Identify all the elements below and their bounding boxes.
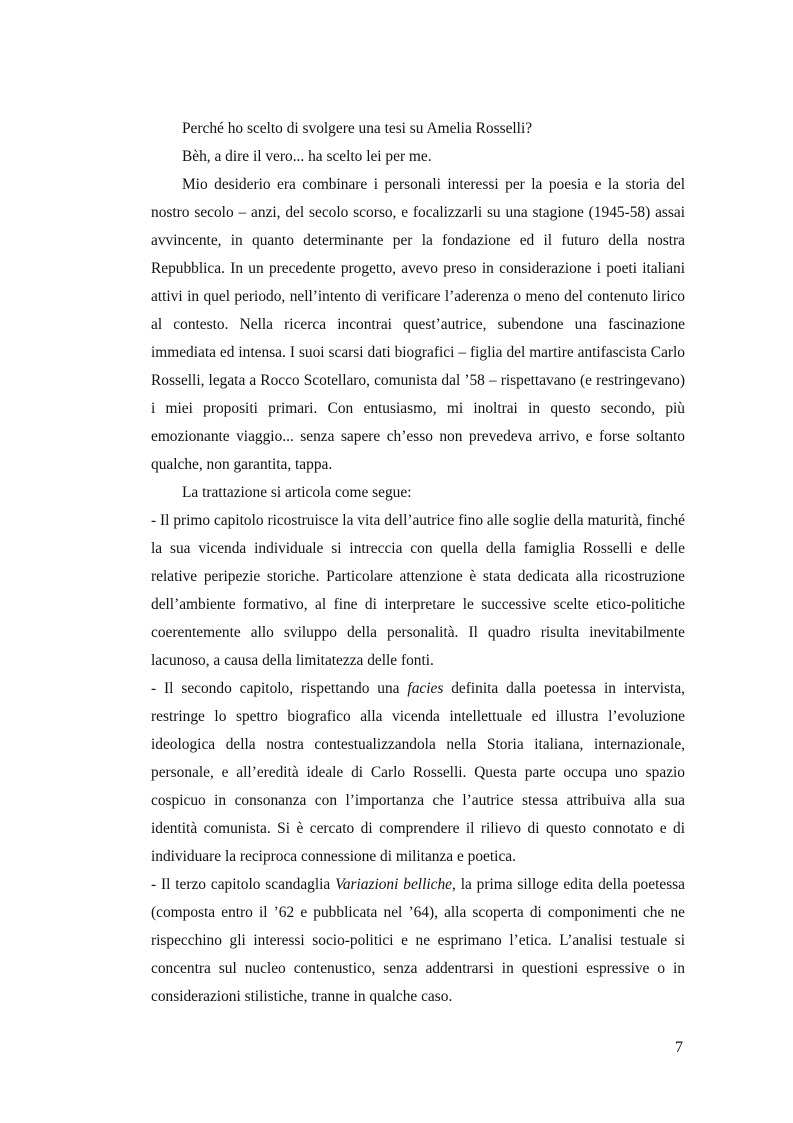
paragraph-chapter-three xyxy=(151,871,685,1011)
chapter-three-text-end: , la prima silloge edita della poetessa (composta entro il ’62 e pubblicata nel ’64), alla scoperta di componimenti che ne rispecchino gli interessi socio-politici e ne esprimano l’etica. L’analisi testuale si concentra sul nucleo contenustico, senza addentrarsi in questioni espressive o in considerazioni stilistiche, tranne in qualche caso. xyxy=(151,876,685,1005)
paragraph-question: Perché ho scelto di svolgere una tesi su Amelia Rosselli? xyxy=(182,120,533,137)
paragraph-structure-intro: La trattazione si articola come segue: xyxy=(182,484,412,501)
page-number: 7 xyxy=(675,1039,683,1056)
italic-term-facies: facies xyxy=(407,680,444,697)
paragraph-answer: Bèh, a dire il vero... ha scelto lei per me. xyxy=(182,148,432,165)
paragraph-chapter-two xyxy=(151,675,685,871)
paragraph-chapter-one: - Il primo capitolo ricostruisce la vita dell’autrice fino alle soglie della maturità, finché la sua vicenda individuale si intreccia con quella della famiglia Rosselli e delle relative peripezie storiche. Particolare attenzione è stata dedicata alla ricostruzione dell’ambiente formativo, al fine di interpretare le successive scelte etico-politiche coerentemente allo sviluppo della personalità. Il quadro risulta inevitabilmente lacunoso, a causa della limitatezza delle fonti. xyxy=(151,512,685,669)
paragraph-motivation: Mio desiderio era combinare i personali interessi per la poesia e la storia del nostro secolo – anzi, del secolo scorso, e focalizzarli su una stagione (1945-58) assai avvincente, in quanto determinante per la fondazione ed il futuro della nostra Repubblica. In un precedente progetto, avevo preso in considerazione i poeti italiani attivi in quel periodo, nell’intento di verificare l’aderenza o meno del contenuto lirico al contesto. Nella ricerca incontrai quest’autrice, subendone una fascinazione immediata ed intensa. I suoi scarsi dati biografici – figlia del martire antifascista Carlo Rosselli, legata a Rocco Scotellaro, comunista dal ’58 – rispettavano (e restringevano) i miei propositi primari. Con entusiasmo, mi inoltrai in questo secondo, più emozionante viaggio... senza sapere ch’esso non prevedeva arrivo, e forse soltanto qualche, non garantita, tappa. xyxy=(151,176,685,473)
chapter-two-text-start: - Il secondo capitolo, rispettando una xyxy=(151,680,408,697)
chapter-two-text-end: definita dalla poetessa in intervista, restringe lo spettro biografico alla vicenda intellettuale ed illustra l’evoluzione ideologica della nostra contestualizzandola nella Storia italiana, internazionale, personale, e all’eredità ideale di Carlo Rosselli. Questa parte occupa uno spazio cospicuo in consonanza con l’importanza che l’autrice stessa attribuiva alla sua identità comunista. Si è cercato di comprendere il rilievo di questo connotato e di individuare la reciproca connessione di militanza e poetica. xyxy=(151,680,685,865)
document-body xyxy=(151,115,685,1011)
chapter-three-text-start: - Il terzo capitolo scandaglia xyxy=(151,876,336,893)
italic-title-variazioni-belliche: Variazioni belliche xyxy=(335,876,452,893)
